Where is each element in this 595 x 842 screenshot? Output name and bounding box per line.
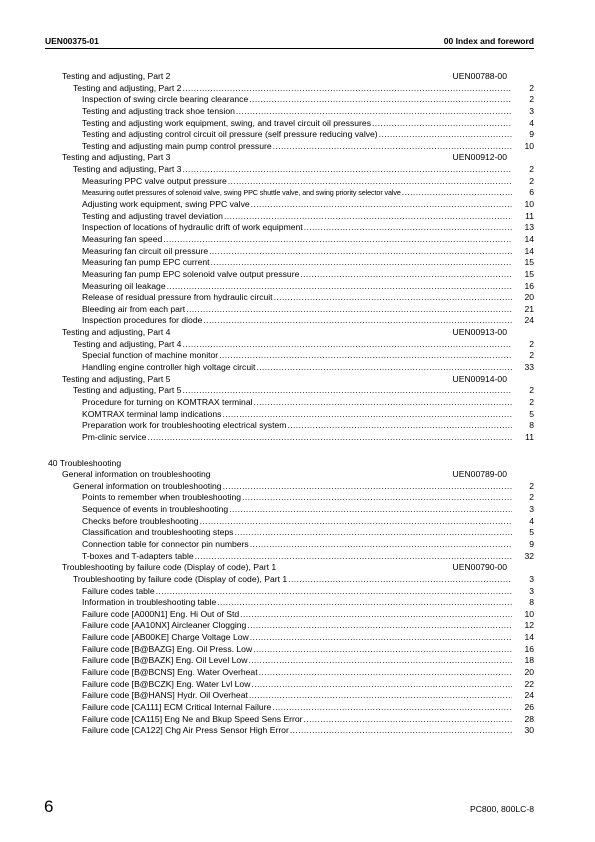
toc-row bbox=[0, 644, 595, 656]
dot-leader bbox=[300, 269, 512, 281]
toc-entry[interactable] bbox=[73, 164, 534, 176]
toc-entry-page: 3 bbox=[529, 585, 534, 596]
toc-entry-page: 2 bbox=[529, 94, 534, 105]
toc-entry-page: 10 bbox=[524, 140, 534, 151]
toc-entry[interactable] bbox=[82, 281, 534, 293]
toc-section[interactable] bbox=[62, 469, 507, 481]
toc-section-title: Testing and adjusting, Part 2 bbox=[62, 71, 171, 81]
toc-entry[interactable] bbox=[82, 304, 534, 316]
toc-entry-title: Information in troubleshooting table bbox=[82, 597, 217, 608]
dot-leader bbox=[217, 597, 512, 609]
toc-section-code: UEN00914-00 bbox=[452, 373, 507, 384]
toc-entry-page: 9 bbox=[529, 129, 534, 140]
toc-row bbox=[0, 152, 595, 164]
dot-leader bbox=[272, 702, 512, 714]
toc-entry[interactable] bbox=[73, 574, 534, 586]
toc-entry-title: Failure code [B@BAZG] Eng. Oil Press. Low bbox=[82, 643, 253, 654]
toc-entry[interactable] bbox=[82, 597, 534, 609]
toc-row bbox=[0, 292, 595, 304]
toc-entry-page: 16 bbox=[524, 280, 534, 291]
toc-row bbox=[0, 176, 595, 188]
toc-entry-title: Troubleshooting by failure code (Display of code), Part 1 bbox=[73, 573, 288, 584]
toc-entry-page: 4 bbox=[529, 117, 534, 128]
toc-row bbox=[0, 374, 595, 386]
dot-leader bbox=[182, 385, 512, 397]
toc-entry[interactable] bbox=[82, 527, 534, 539]
toc-entry[interactable] bbox=[82, 667, 534, 679]
toc-row bbox=[0, 714, 595, 726]
toc-entry-title: Inspection of locations of hydraulic drift of work equipment bbox=[82, 222, 303, 233]
toc-entry-title: Testing and adjusting, Part 2 bbox=[73, 82, 182, 93]
toc-entry[interactable] bbox=[82, 516, 534, 528]
toc-row bbox=[0, 432, 595, 444]
toc-entry-title: Connection table for connector pin numbers bbox=[82, 538, 249, 549]
toc-entry[interactable] bbox=[82, 118, 534, 130]
toc-section-title: Testing and adjusting, Part 4 bbox=[62, 327, 171, 338]
toc-entry-page: 24 bbox=[524, 690, 534, 701]
toc-entry-title: Inspection procedures for diode bbox=[82, 315, 203, 326]
toc-entry-title: Failure code [CA111] ECM Critical Internal Failure bbox=[82, 701, 272, 712]
toc-entry-title: Testing and adjusting, Part 4 bbox=[73, 338, 182, 349]
toc-entry[interactable] bbox=[82, 492, 534, 504]
toc-entry[interactable] bbox=[82, 176, 534, 188]
dot-leader bbox=[259, 667, 512, 679]
dot-leader bbox=[290, 725, 512, 737]
toc-entry-page: 5 bbox=[529, 527, 534, 538]
dot-leader bbox=[249, 94, 512, 106]
toc-entry[interactable] bbox=[82, 257, 534, 269]
toc-entry-page: 14 bbox=[524, 632, 534, 643]
toc-entry[interactable] bbox=[82, 679, 534, 691]
dot-leader bbox=[224, 211, 512, 223]
toc-entry[interactable] bbox=[82, 246, 534, 258]
toc-entry-title: Failure code [CA122] Chg Air Press Sensor High Error bbox=[82, 725, 289, 736]
toc-entry-page: 2 bbox=[529, 164, 534, 175]
toc-entry[interactable] bbox=[82, 292, 534, 304]
toc-entry-page: 30 bbox=[524, 725, 534, 736]
toc-entry[interactable] bbox=[82, 690, 534, 702]
toc-chapter-title: 40 Troubleshooting bbox=[48, 457, 122, 468]
toc-entry-title: Adjusting work equipment, swing PPC valve bbox=[82, 199, 250, 210]
dot-leader bbox=[240, 609, 512, 621]
toc-entry-page: 11 bbox=[525, 210, 534, 221]
toc-entry[interactable] bbox=[82, 539, 534, 551]
toc-row bbox=[0, 327, 595, 339]
toc-entry-title: Failure code [AB00KE] Charge Voltage Low bbox=[82, 632, 249, 643]
toc-entry[interactable] bbox=[82, 586, 534, 598]
toc-entry-page: 4 bbox=[529, 515, 534, 526]
toc-row bbox=[0, 83, 595, 95]
dot-leader bbox=[209, 246, 512, 258]
dot-leader bbox=[182, 339, 512, 351]
toc-entry[interactable] bbox=[82, 409, 534, 421]
dot-leader bbox=[222, 409, 512, 421]
toc-row bbox=[0, 516, 595, 528]
toc-row bbox=[0, 409, 595, 421]
toc-entry-page: 8 bbox=[529, 597, 534, 608]
toc-entry[interactable] bbox=[82, 187, 534, 199]
toc-row bbox=[0, 586, 595, 598]
toc-entry[interactable] bbox=[82, 397, 534, 409]
toc-row bbox=[0, 679, 595, 691]
toc-entry-page: 21 bbox=[524, 303, 534, 314]
dot-leader bbox=[251, 199, 512, 211]
toc-entry[interactable] bbox=[82, 362, 534, 374]
toc-entry-page: 16 bbox=[524, 643, 534, 654]
toc-entry[interactable] bbox=[82, 94, 534, 106]
toc-entry-page: 3 bbox=[529, 504, 534, 515]
toc-section-title: Troubleshooting by failure code (Display of code), Part 1 bbox=[62, 562, 277, 573]
toc-entry-page: 26 bbox=[524, 701, 534, 712]
dot-leader bbox=[256, 362, 512, 374]
toc-entry[interactable] bbox=[82, 632, 534, 644]
toc-entry-title: Measuring oil leakage bbox=[82, 280, 166, 291]
toc-row bbox=[0, 702, 595, 714]
dot-leader bbox=[182, 83, 512, 95]
dot-leader bbox=[186, 304, 512, 316]
toc-row bbox=[0, 397, 595, 409]
toc-row bbox=[0, 234, 595, 246]
toc-row bbox=[0, 141, 595, 153]
toc-row bbox=[0, 420, 595, 432]
dot-leader bbox=[234, 527, 512, 539]
dot-leader bbox=[229, 504, 512, 516]
toc-row bbox=[0, 222, 595, 234]
toc-section-code: UEN00912-00 bbox=[452, 152, 507, 163]
toc-section[interactable] bbox=[62, 327, 507, 339]
toc-entry[interactable] bbox=[73, 385, 534, 397]
toc-entry[interactable] bbox=[82, 106, 534, 118]
toc-row bbox=[0, 551, 595, 563]
toc-entry-title: Testing and adjusting, Part 5 bbox=[73, 385, 182, 396]
toc-entry[interactable] bbox=[82, 234, 534, 246]
toc-row bbox=[0, 504, 595, 516]
toc-entry-page: 2 bbox=[529, 350, 534, 361]
dot-leader bbox=[288, 574, 512, 586]
toc-entry-title: Testing and adjusting, Part 3 bbox=[73, 164, 182, 175]
toc-entry-page: 5 bbox=[529, 408, 534, 419]
dot-leader bbox=[304, 222, 512, 234]
toc-entry-title: Testing and adjusting work equipment, swing, and travel circuit oil pressures bbox=[82, 117, 371, 128]
dot-leader bbox=[163, 234, 512, 246]
toc-section[interactable] bbox=[62, 374, 507, 386]
toc-entry[interactable] bbox=[82, 725, 534, 737]
dot-leader bbox=[156, 586, 512, 598]
dot-leader bbox=[203, 315, 512, 327]
toc-entry-title: Classification and troubleshooting steps bbox=[82, 527, 234, 538]
toc-row bbox=[0, 562, 595, 574]
toc-entry-title: Measuring PPC valve output pressure bbox=[82, 175, 227, 186]
toc-row bbox=[0, 118, 595, 130]
toc-entry[interactable] bbox=[82, 432, 534, 444]
toc-entry-title: Measuring fan pump EPC current bbox=[82, 257, 210, 268]
toc-entry-title: Procedure for turning on KOMTRAX terminal bbox=[82, 396, 253, 407]
toc-entry-title: Pm-clinic service bbox=[82, 431, 147, 442]
toc-row bbox=[0, 620, 595, 632]
toc-entry-page: 28 bbox=[524, 713, 534, 724]
dot-leader bbox=[248, 655, 512, 667]
toc-row bbox=[0, 106, 595, 118]
toc-entry-page: 20 bbox=[524, 667, 534, 678]
toc-entry-page: 33 bbox=[524, 362, 534, 373]
dot-leader bbox=[228, 176, 512, 188]
toc-section[interactable] bbox=[62, 71, 507, 83]
dot-leader bbox=[250, 632, 512, 644]
toc-entry-title: Testing and adjusting travel deviation bbox=[82, 210, 223, 221]
toc-entry-title: Measuring fan speed bbox=[82, 233, 163, 244]
toc-entry-title: Measuring fan circuit oil pressure bbox=[82, 245, 209, 256]
dot-leader bbox=[219, 350, 512, 362]
toc-row bbox=[0, 315, 595, 327]
dot-leader bbox=[274, 292, 512, 304]
toc-row bbox=[0, 539, 595, 551]
toc-entry-page: 3 bbox=[529, 105, 534, 116]
toc-entry[interactable] bbox=[82, 644, 534, 656]
toc-entry[interactable] bbox=[82, 129, 534, 141]
toc-row bbox=[0, 269, 595, 281]
toc-row bbox=[0, 632, 595, 644]
toc-entry-title: T-boxes and T-adapters table bbox=[82, 550, 194, 561]
toc-entry-title: Inspection of swing circle bearing clearance bbox=[82, 94, 249, 105]
toc-entry-title: Checks before troubleshooting bbox=[82, 515, 199, 526]
dot-leader bbox=[236, 106, 512, 118]
toc-entry-title: Failure code [B@BAZK] Eng. Oil Level Low bbox=[82, 655, 248, 666]
toc-entry-page: 14 bbox=[524, 245, 534, 256]
toc-row bbox=[0, 71, 595, 83]
dot-leader bbox=[402, 187, 512, 199]
toc-entry-page: 2 bbox=[529, 338, 534, 349]
toc-entry-page: 2 bbox=[529, 396, 534, 407]
toc-entry[interactable] bbox=[82, 702, 534, 714]
toc-entry-title: Failure code [B@BCZK] Eng. Water Lvl Low bbox=[82, 678, 251, 689]
toc-entry[interactable] bbox=[82, 141, 534, 153]
toc-entry-page: 11 bbox=[525, 431, 534, 442]
toc-entry[interactable] bbox=[82, 655, 534, 667]
toc-row bbox=[0, 469, 595, 481]
toc-entry-title: Failure code [B@HANS] Hydr. Oil Overheat bbox=[82, 690, 248, 701]
dot-leader bbox=[287, 420, 512, 432]
toc-entry-title: Measuring fan pump EPC solenoid valve output pressure bbox=[82, 268, 300, 279]
dot-leader bbox=[251, 679, 512, 691]
toc-entry-page: 8 bbox=[529, 420, 534, 431]
toc-row bbox=[0, 246, 595, 258]
toc-entry[interactable] bbox=[82, 269, 534, 281]
toc-entry-page: 15 bbox=[524, 268, 534, 279]
toc-row bbox=[0, 690, 595, 702]
toc-entry-title: Preparation work for troubleshooting electrical system bbox=[82, 420, 287, 431]
toc-row bbox=[0, 667, 595, 679]
toc-section-code: UEN00789-00 bbox=[452, 469, 507, 480]
toc-entry-page: 2 bbox=[529, 175, 534, 186]
toc-row bbox=[0, 257, 595, 269]
toc-row bbox=[0, 481, 595, 493]
toc-row bbox=[0, 211, 595, 223]
toc-entry-title: Points to remember when troubleshooting bbox=[82, 492, 242, 503]
toc-entry-title: Failure code [A000N1] Eng. Hi Out of Std bbox=[82, 608, 240, 619]
toc-row bbox=[0, 199, 595, 211]
toc-entry-title: Bleeding air from each part bbox=[82, 303, 186, 314]
page-number: 6 bbox=[44, 797, 54, 816]
dot-leader bbox=[147, 432, 512, 444]
toc-entry[interactable] bbox=[82, 315, 534, 327]
toc-entry-title: Failure code [AA10NX] Aircleaner Clogging bbox=[82, 620, 247, 631]
toc-entry[interactable] bbox=[82, 222, 534, 234]
toc-row bbox=[0, 339, 595, 351]
toc-entry-title: Handling engine controller high voltage circuit bbox=[82, 362, 256, 373]
toc-entry-title: Failure code [B@BCNS] Eng. Water Overheat bbox=[82, 667, 258, 678]
toc-entry[interactable] bbox=[73, 83, 534, 95]
toc-entry-page: 10 bbox=[524, 608, 534, 619]
toc-row bbox=[0, 458, 595, 470]
toc-entry-title: Failure code [CA115] Eng Ne and Bkup Speed Sens Error bbox=[82, 713, 303, 724]
dot-leader bbox=[249, 690, 512, 702]
toc-row bbox=[0, 362, 595, 374]
toc-entry-title: Special function of machine monitor bbox=[82, 350, 219, 361]
toc-row bbox=[0, 655, 595, 667]
toc-entry-title: Release of residual pressure from hydraulic circuit bbox=[82, 292, 273, 303]
dot-leader bbox=[254, 397, 512, 409]
dot-leader bbox=[242, 492, 512, 504]
toc-entry-page: 15 bbox=[524, 257, 534, 268]
toc-row bbox=[0, 609, 595, 621]
toc-entry[interactable] bbox=[82, 504, 534, 516]
toc-row bbox=[0, 385, 595, 397]
toc-entry-page: 2 bbox=[529, 492, 534, 503]
dot-leader bbox=[247, 620, 512, 632]
toc-entry[interactable] bbox=[82, 620, 534, 632]
toc-entry-page: 24 bbox=[524, 315, 534, 326]
toc-entry-page: 12 bbox=[524, 620, 534, 631]
toc-entry-title: Failure codes table bbox=[82, 585, 155, 596]
dot-leader bbox=[223, 481, 512, 493]
toc-entry[interactable] bbox=[82, 199, 534, 211]
header-rule bbox=[45, 48, 534, 49]
toc-section[interactable] bbox=[62, 152, 507, 164]
toc-entry[interactable] bbox=[82, 420, 534, 432]
toc-entry-page: 9 bbox=[529, 538, 534, 549]
toc-entry[interactable] bbox=[73, 339, 534, 351]
dot-leader bbox=[250, 539, 512, 551]
dot-leader bbox=[200, 516, 512, 528]
toc-row bbox=[0, 164, 595, 176]
toc-entry-page: 13 bbox=[524, 222, 534, 233]
toc-entry-page: 2 bbox=[529, 385, 534, 396]
dot-leader bbox=[372, 118, 512, 130]
toc-entry[interactable] bbox=[82, 551, 534, 563]
toc-section[interactable] bbox=[62, 562, 507, 574]
toc-entry-title: General information on troubleshooting bbox=[73, 480, 222, 491]
toc-section-title: General information on troubleshooting bbox=[62, 469, 211, 480]
dot-leader bbox=[195, 551, 512, 563]
toc-entry-page: 22 bbox=[524, 678, 534, 689]
table-of-contents bbox=[0, 71, 595, 737]
document-code: UEN00375-01 bbox=[45, 36, 99, 46]
toc-entry-page: 20 bbox=[524, 292, 534, 303]
dot-leader bbox=[273, 141, 512, 153]
toc-entry-page: 3 bbox=[529, 573, 534, 584]
dot-leader bbox=[304, 714, 512, 726]
toc-section-code: UEN00788-00 bbox=[452, 71, 507, 81]
toc-entry[interactable] bbox=[82, 350, 534, 362]
model-name: PC800, 800LC-8 bbox=[469, 804, 534, 814]
toc-entry-page: 14 bbox=[524, 233, 534, 244]
toc-entry[interactable] bbox=[82, 609, 534, 621]
toc-entry[interactable] bbox=[73, 481, 534, 493]
toc-row bbox=[0, 129, 595, 141]
toc-row bbox=[0, 574, 595, 586]
dot-leader bbox=[379, 129, 512, 141]
toc-entry[interactable] bbox=[82, 211, 534, 223]
toc-row bbox=[0, 94, 595, 106]
toc-entry-page: 18 bbox=[524, 655, 534, 666]
toc-row bbox=[0, 492, 595, 504]
toc-section-code: UEN00913-00 bbox=[452, 327, 507, 338]
section-title: 00 Index and foreword bbox=[443, 36, 534, 46]
toc-section-title: Testing and adjusting, Part 5 bbox=[62, 373, 171, 384]
toc-row bbox=[0, 725, 595, 737]
toc-row bbox=[0, 187, 595, 199]
toc-row bbox=[0, 350, 595, 362]
toc-row bbox=[0, 527, 595, 539]
toc-entry-page: 2 bbox=[529, 82, 534, 93]
toc-entry-title: KOMTRAX terminal lamp indications bbox=[82, 408, 222, 419]
toc-section-code: UEN00790-00 bbox=[452, 562, 507, 573]
dot-leader bbox=[167, 281, 512, 293]
toc-entry[interactable] bbox=[82, 714, 534, 726]
toc-entry-title: Testing and adjusting control circuit oil pressure (self pressure reducing valve) bbox=[82, 129, 378, 140]
toc-entry-page: 10 bbox=[524, 199, 534, 210]
toc-entry-page: 32 bbox=[524, 550, 534, 561]
dot-leader bbox=[182, 164, 512, 176]
toc-entry-title: Measuring outlet pressures of solenoid valve, swing PPC shuttle valve, and swing priority selector valve bbox=[82, 188, 401, 198]
toc-row bbox=[0, 597, 595, 609]
dot-leader bbox=[211, 257, 512, 269]
toc-row bbox=[0, 281, 595, 293]
toc-entry-title: Testing and adjusting track shoe tension bbox=[82, 105, 235, 116]
toc-entry-page: 6 bbox=[529, 187, 534, 198]
toc-section-title: Testing and adjusting, Part 3 bbox=[62, 152, 171, 163]
toc-entry-page: 2 bbox=[529, 480, 534, 491]
dot-leader bbox=[253, 644, 512, 656]
toc-row bbox=[0, 304, 595, 316]
toc-entry-title: Sequence of events in troubleshooting bbox=[82, 504, 229, 515]
toc-entry-title: Testing and adjusting main pump control pressure bbox=[82, 140, 272, 151]
